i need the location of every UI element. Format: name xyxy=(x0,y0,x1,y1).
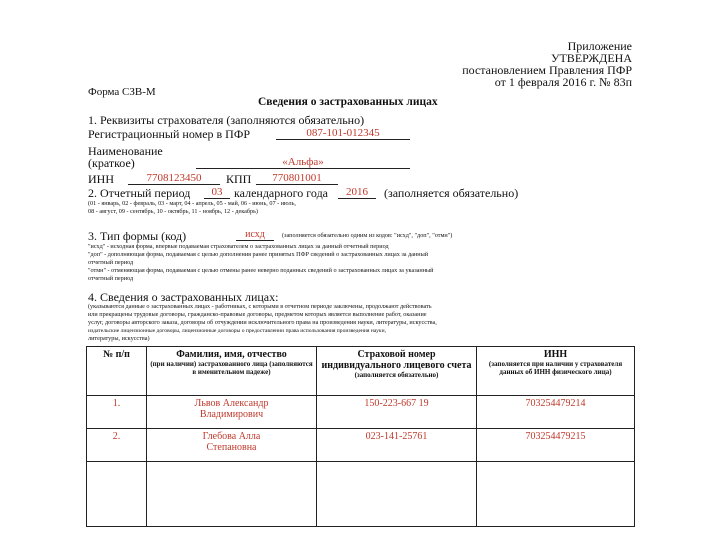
empty-cell[interactable] xyxy=(317,462,477,527)
year-label: календарного года xyxy=(234,186,329,200)
approved-label: УТВЕРЖДЕНА xyxy=(550,51,632,65)
org-name-label-short: (краткое) xyxy=(88,156,135,170)
empty-cell[interactable] xyxy=(477,462,635,527)
form-type-desc-otmn-cont: отчетный период xyxy=(88,275,134,282)
org-name-field[interactable]: «Альфа» xyxy=(196,156,410,169)
table-row xyxy=(87,429,635,462)
period-codes-line2: 08 - август, 09 - сентябрь, 10 - октябрь, 11 - ноябрь, 12 - декабрь) xyxy=(88,208,258,215)
row-inn[interactable]: 703254479214 xyxy=(477,396,635,429)
form-type-hint: (заполняется обязательно одним из кодов: "исхд", "доп", "отмн") xyxy=(282,232,453,239)
row-number[interactable]: 1. xyxy=(87,396,147,429)
row-name[interactable]: Львов Александр Владимирович xyxy=(147,396,317,429)
empty-cell[interactable] xyxy=(87,462,147,527)
kpp-field[interactable]: 770801001 xyxy=(256,172,338,185)
resolution-label: постановлением Правления ПФР xyxy=(462,63,632,77)
org-name-label: Наименование xyxy=(88,144,163,158)
form-type-desc-otmn: "отмн" - отменяющая форма, подаваемая с целью отмены ранее неверно поданных сведений о застрахованных лицах за указанный xyxy=(88,267,434,274)
form-title: Сведения о застрахованных лицах xyxy=(258,96,438,108)
row-number[interactable]: 2. xyxy=(87,429,147,462)
reg-number-label: Регистрационный номер в ПФР xyxy=(88,127,250,141)
period-field[interactable]: 03 xyxy=(204,186,230,199)
period-codes-line1: (01 - январь, 02 - февраль, 03 - март, 04 - апрель, 05 - май, 06 - июнь, 07 - июль, xyxy=(88,200,296,207)
section4-title: 4. Сведения о застрахованных лицах: xyxy=(88,290,279,304)
reg-number-field[interactable]: 087-101-012345 xyxy=(276,127,410,140)
year-field[interactable]: 2016 xyxy=(338,186,376,199)
inn-label: ИНН xyxy=(88,172,114,186)
form-type-desc-ishd: "исхд" - исходная форма, впервые подаваемая страхователем о застрахованных лицах за данный отчетный период xyxy=(88,243,389,250)
section4-desc-line2: или прекращены трудовые договоры, гражданско-правовые договоры, предметом которых является выполнение работ, оказание xyxy=(88,311,427,318)
section2-title: 2. Отчетный период xyxy=(88,186,191,200)
empty-cell[interactable] xyxy=(147,462,317,527)
form-type-field[interactable]: исхд xyxy=(236,229,274,241)
row-name[interactable]: Глебова Алла Степановна xyxy=(147,429,317,462)
col-snils-header: Страховой номер индивидуального лицевого счета (заполняется обязательно) xyxy=(317,347,477,396)
col-inn-header: ИНН (заполняется при наличии у страхователя данных об ИНН физического лица) xyxy=(477,347,635,396)
row-snils[interactable]: 023-141-25761 xyxy=(317,429,477,462)
col-number-header: № п/п xyxy=(87,347,147,396)
insured-persons-table xyxy=(86,346,635,527)
section4-desc-line1: (указываются данные о застрахованных лицах - работниках, с которыми в отчетном периоде заключены, продолжают действовать xyxy=(88,303,432,310)
year-note: (заполняется обязательно) xyxy=(384,186,519,200)
form-type-desc-dop: "доп" - дополняющая форма, подаваемая с целью дополнения ранее принятых ПФР сведений о застрахованных лицах за данный xyxy=(88,251,429,258)
appendix-label: Приложение xyxy=(567,39,632,53)
inn-field[interactable]: 7708123450 xyxy=(128,172,220,185)
row-snils[interactable]: 150-223-667 19 xyxy=(317,396,477,429)
table-row xyxy=(87,396,635,429)
section4-desc-line3: услуг, договоры авторского заказа, договоры об отчуждении исключительного права на произведения науки, литературы, искусства, xyxy=(88,319,437,326)
row-inn[interactable]: 703254479215 xyxy=(477,429,635,462)
kpp-label: КПП xyxy=(226,172,252,186)
table-row-empty xyxy=(87,462,635,527)
section1-title: 1. Реквизиты страхователя (заполняются обязательно) xyxy=(88,113,365,127)
form-type-desc-dop-cont: отчетный период xyxy=(88,259,134,266)
section4-desc-line4: издательские лицензионные договоры, лицензионные договоры о предоставлении права использования произведения науки, xyxy=(88,328,386,334)
table-header-row xyxy=(87,347,635,396)
resolution-date: от 1 февраля 2016 г. № 83п xyxy=(494,75,632,89)
col-name-header: Фамилия, имя, отчество (при наличии) застрахованного лица (заполняются в именительном падеже) xyxy=(147,347,317,396)
form-code: Форма СЗВ-М xyxy=(88,86,156,98)
section3-title: 3. Тип формы (код) xyxy=(88,229,187,243)
section4-desc-line5: литературы, искусства) xyxy=(88,335,150,342)
